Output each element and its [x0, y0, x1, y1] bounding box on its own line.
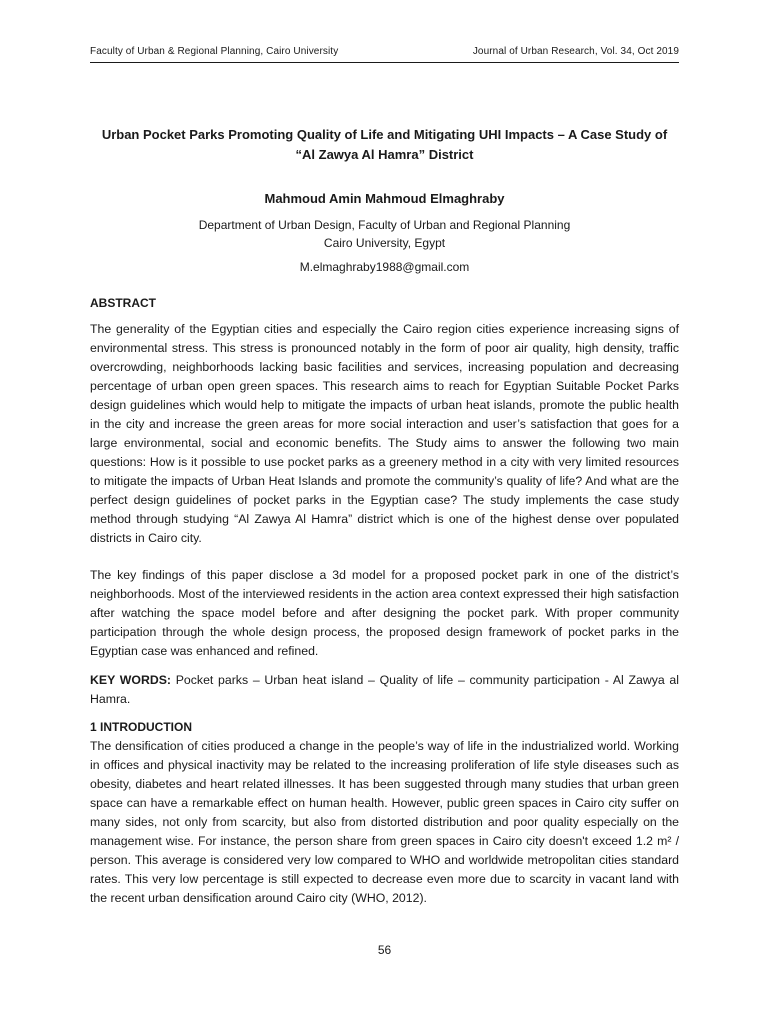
keywords-text: Pocket parks – Urban heat island – Quality of life – community participation - Al Zawya al Hamra.: [90, 673, 679, 706]
keywords-label: KEY WORDS:: [90, 673, 172, 687]
paper-title: [90, 125, 679, 165]
abstract-heading: ABSTRACT: [90, 296, 156, 310]
header-rule: [90, 62, 679, 63]
header-left: Faculty of Urban & Regional Planning, Cairo University: [90, 46, 339, 57]
keywords: [90, 671, 679, 709]
running-header: [90, 46, 679, 57]
abstract-paragraph-1: The generality of the Egyptian cities and especially the Cairo region cities experience increasing signs of environmental stress. This stress is pronounced notably in the form of poor air quality, high density, traffic overcrowding, neighborhoods lacking basic facilities and services, increasing population and decreasing percentage of urban open green spaces. This research aims to reach for Egyptian Suitable Pocket Parks design guidelines which would help to mitigate the impacts of urban heat islands, promote the public health in the city and increase the green areas for more social interaction and user’s satisfaction that goes for a large environmental, social and economic benefits. The Study aims to answer the following two main questions: How is it possible to use pocket parks as a greenery method in a city with very limited resources to mitigate the impacts of Urban Heat Islands and promote the community’s quality of life? And what are the perfect design guidelines of pocket parks in the Egyptian case? The study implements the case study method through studying “Al Zawya Al Hamra” district which is one of the highest dense over populated districts in Cairo city.: [90, 322, 679, 545]
title-line-1: Urban Pocket Parks Promoting Quality of Life and Mitigating UHI Impacts – A Case Study of: [101, 127, 668, 142]
affiliation-line-1: Department of Urban Design, Faculty of Urban and Regional Planning: [198, 218, 571, 232]
page-number: 56: [377, 943, 392, 957]
header-right: Journal of Urban Research, Vol. 34, Oct 2019: [472, 46, 679, 57]
introduction-paragraph: The densification of cities produced a change in the people’s way of life in the industrialized world. Working in offices and physical inactivity may be related to the increasing proliferation of life style diseases such as obesity, diabetes and heart related illnesses. It has been suggested through many studies that urban green space can have a remarkable effect on human health. However, public green spaces in Cairo city suffer on many sides, not only from scarcity, but also from distorted distribution and poor quality especially on the management wise. For instance, the person share from green spaces in Cairo city doesn't exceed 1.2 m² / person. This average is considered very low compared to WHO and worldwide metropolitan cities standard rates. This very low percentage is still expected to decrease even more due to scarcity in vacant land with the recent urban densification around Cairo city (WHO, 2012).: [90, 739, 679, 905]
author-email: M.elmaghraby1988@gmail.com: [299, 260, 470, 274]
title-line-2: “Al Zawya Al Hamra” District: [295, 147, 474, 162]
author-name: Mahmoud Amin Mahmoud Elmaghraby: [264, 191, 505, 206]
affiliation-line-2: Cairo University, Egypt: [323, 236, 446, 250]
introduction-heading: 1 INTRODUCTION: [90, 720, 192, 734]
abstract-paragraph-2: The key findings of this paper disclose a 3d model for a proposed pocket park in one of the district’s neighborhoods. Most of the interviewed residents in the action area context expressed their high satisfaction after watching the space model before and after designing the pocket park. With proper community participation through the whole design process, the proposed design framework of pocket parks in the Egyptian case was enhanced and refined.: [90, 568, 679, 658]
author-affiliation: [90, 216, 679, 252]
